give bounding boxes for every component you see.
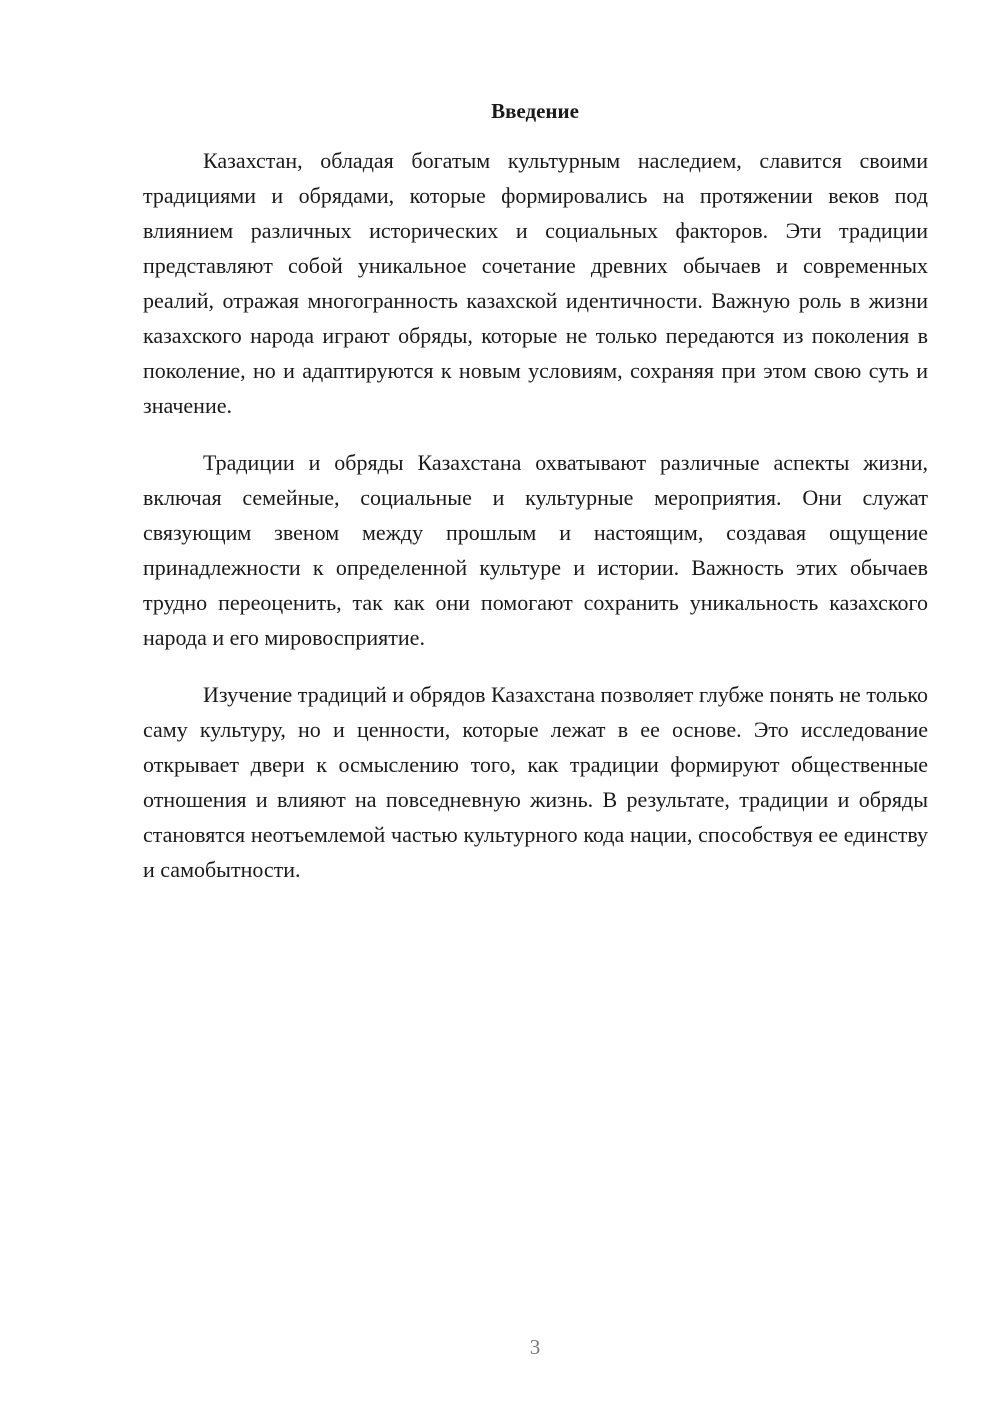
paragraph-1: Казахстан, обладая богатым культурным наследием, славится своими традициями и обрядами, которые формировались на протяжении веков под влиянием различных исторических и социальных факторов. Эти традиции представляют собой уникальное сочетание древних обычаев и современных реалий, отражая многогранность казахской идентичности. Важную роль в жизни казахского народа играют обряды, которые не только передаются из поколения в поколение, но и адаптируются к новым условиям, сохраняя при этом свою суть и значение. <box>143 148 928 418</box>
body-text <box>143 143 928 909</box>
paragraph-3: Изучение традиций и обрядов Казахстана позволяет глубже понять не только саму культуру, но и ценности, которые лежат в ее основе. Это исследование открывает двери к осмыслению того, как традиции формируют общественные отношения и влияют на повседневную жизнь. В результате, традиции и обряды становятся неотъемлемой частью культурного кода нации, способствуя ее единству и самобытности. <box>143 682 928 882</box>
section-title: Введение <box>491 99 579 123</box>
paragraph-2: Традиции и обряды Казахстана охватывают различные аспекты жизни, включая семейные, социальные и культурные мероприятия. Они служат связующим звеном между прошлым и настоящим, создавая ощущение принадлежности к определенной культуре и истории. Важность этих обычаев трудно переоценить, так как они помогают сохранить уникальность казахского народа и его мировосприятие. <box>143 450 928 650</box>
page-number: 3 <box>529 1335 541 1359</box>
